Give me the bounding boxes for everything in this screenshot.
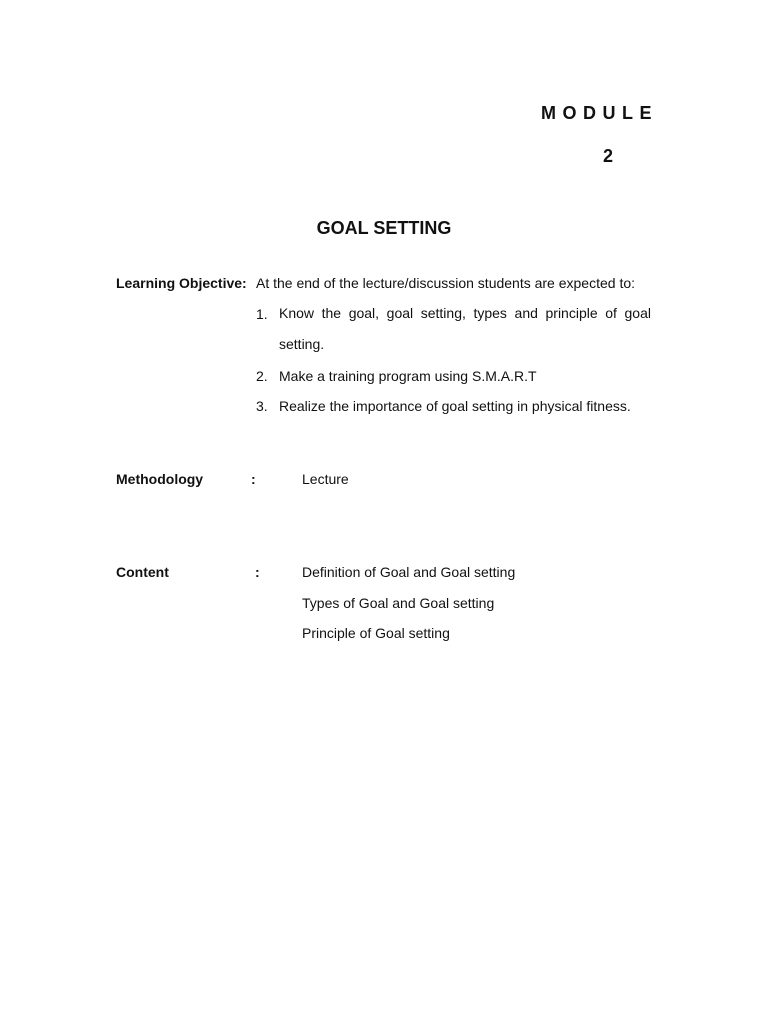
learning-objective-intro: At the end of the lecture/discussion students are expected to: — [256, 275, 636, 291]
objective-item-2: Make a training program using S.M.A.R.T — [279, 368, 537, 384]
content-item-1: Definition of Goal and Goal setting — [302, 564, 516, 580]
methodology-label: Methodology — [116, 471, 204, 487]
methodology-value: Lecture — [302, 471, 349, 487]
content-label: Content — [116, 564, 169, 580]
objective-item-3: Realize the importance of goal setting in physical fitness. — [279, 398, 631, 414]
objective-item-1: Know the goal, goal setting, types and principle of goal setting. — [279, 305, 651, 352]
page-title: GOAL SETTING — [316, 218, 452, 238]
content-colon: : — [255, 564, 260, 580]
content-item-2: Types of Goal and Goal setting — [302, 595, 495, 611]
module-heading: MODULE — [541, 103, 658, 123]
objective-number: 1. — [256, 306, 268, 322]
methodology-colon: : — [251, 471, 256, 487]
content-item-3: Principle of Goal setting — [302, 625, 450, 641]
module-number: 2 — [603, 146, 614, 166]
objective-number: 3. — [256, 398, 268, 414]
objective-number: 2. — [256, 368, 268, 384]
learning-objective-label: Learning Objective: — [116, 275, 247, 291]
